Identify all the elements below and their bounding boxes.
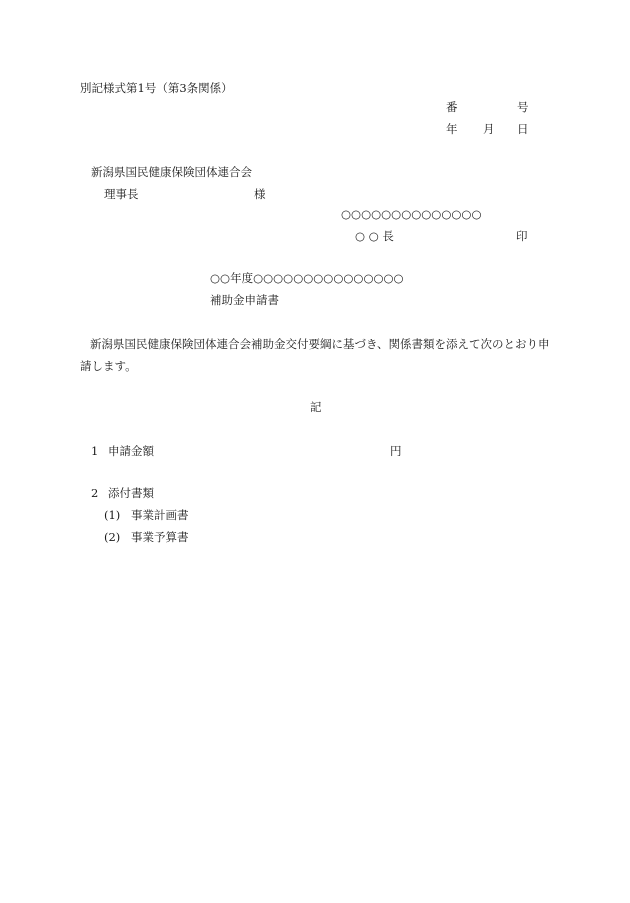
ki-heading: 記: [310, 400, 322, 414]
number-go: 号: [517, 100, 529, 114]
item1-number: 1: [91, 444, 99, 458]
applicant-title: ○ ○ 長: [355, 229, 394, 243]
recipient-title: 理事長: [104, 187, 139, 201]
subject-line2: 補助金申請書: [210, 293, 279, 307]
item1-label: 申請金額: [108, 444, 154, 458]
form-label: 別記様式第1号（第3条関係）: [80, 81, 233, 95]
sub2-label: 事業予算書: [131, 530, 189, 544]
date-month: 月: [483, 122, 495, 136]
item2-label: 添付書類: [108, 486, 154, 500]
item2-number: 2: [91, 486, 99, 500]
item1-unit: 円: [390, 444, 402, 458]
number-ban: 番: [446, 100, 458, 114]
date-day: 日: [517, 122, 529, 136]
recipient-honorific: 様: [254, 187, 266, 201]
applicant-seal: 印: [516, 229, 528, 243]
applicant-org: ○○○○○○○○○○○○○○: [341, 207, 482, 221]
sub2-number: (2): [104, 530, 121, 544]
sub1-number: (1): [104, 508, 121, 522]
subject-line1: ○○年度○○○○○○○○○○○○○○○: [210, 271, 404, 285]
sub1-label: 事業計画書: [131, 508, 189, 522]
recipient-org: 新潟県国民健康保険団体連合会: [91, 165, 252, 179]
body-paragraph: 新潟県国民健康保険団体連合会補助金交付要綱に基づき、関係書類を添えて次のとおり申請します。: [80, 337, 550, 373]
date-year: 年: [446, 122, 458, 136]
